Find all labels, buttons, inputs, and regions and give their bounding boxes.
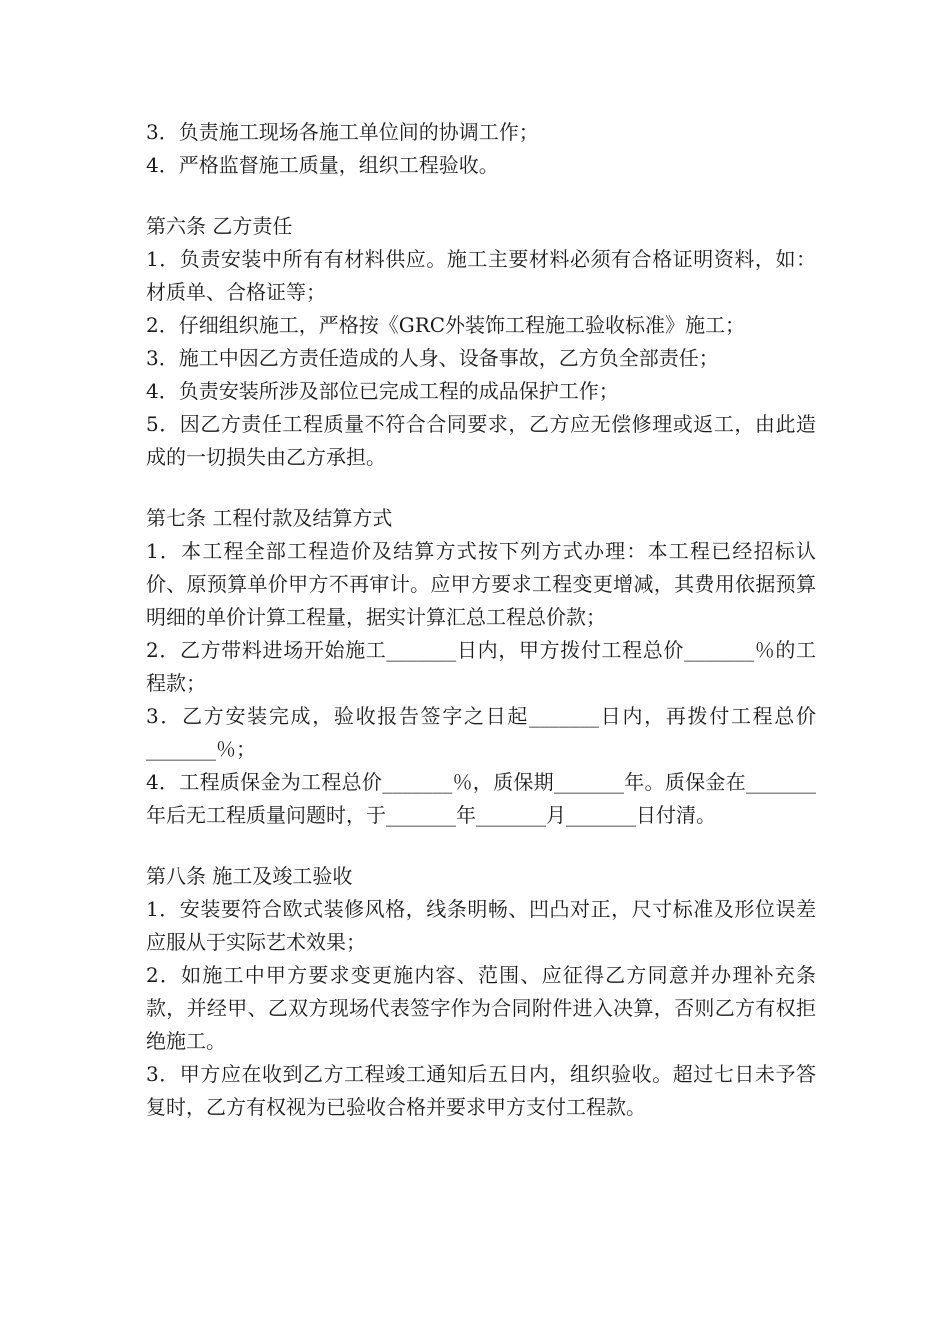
section-heading: 第七条 工程付款及结算方式 bbox=[146, 506, 393, 530]
section-continued bbox=[146, 116, 816, 182]
list-item: 3．甲方应在收到乙方工程竣工通知后五日内，组织验收。超过七日未予答复时，乙方有权视为已验收合格并要求甲方支付工程款。 bbox=[146, 1062, 816, 1119]
list-item: 3．乙方安装完成，验收报告签字之日起_______日内，再拨付工程总价_______％； bbox=[146, 704, 816, 761]
list-item: 1．本工程全部工程造价及结算方式按下列方式办理：本工程已经招标认价、原预算单价甲方不再审计。应甲方要求工程变更增减，其费用依据预算明细的单价计算工程量，据实计算汇总工程总价款； bbox=[146, 539, 816, 629]
list-item: 4．严格监督施工质量，组织工程验收。 bbox=[146, 153, 499, 177]
list-item: 5．因乙方责任工程质量不符合合同要求，乙方应无偿修理或返工，由此造成的一切损失由乙方承担。 bbox=[146, 412, 816, 469]
list-item: 1．负责安装中所有有材料供应。施工主要材料必须有合格证明资料，如：材质单、合格证等； bbox=[146, 247, 816, 304]
document-body bbox=[146, 116, 816, 1124]
section-heading: 第六条 乙方责任 bbox=[146, 214, 293, 238]
section-heading: 第八条 施工及竣工验收 bbox=[146, 864, 353, 888]
list-item: 1．安装要符合欧式装修风格，线条明畅、凹凸对正，尺寸标准及形位误差应服从于实际艺术效果； bbox=[146, 897, 816, 954]
list-item: 3．施工中因乙方责任造成的人身、设备事故，乙方负全部责任； bbox=[146, 346, 719, 370]
section-article-8 bbox=[146, 860, 816, 1124]
list-item: 2．乙方带料进场开始施工_______日内，甲方拨付工程总价_______％的工程款； bbox=[146, 638, 816, 695]
list-item: 2．仔细组织施工，严格按《GRC外装饰工程施工验收标准》施工； bbox=[146, 313, 746, 337]
list-item: 4．工程质保金为工程总价_______％，质保期_______年。质保金在_______年后无工程质量问题时，于_______年_______月_______日付清。 bbox=[146, 770, 816, 827]
list-item: 3．负责施工现场各施工单位间的协调工作； bbox=[146, 120, 539, 144]
section-article-7 bbox=[146, 502, 816, 832]
section-article-6 bbox=[146, 210, 816, 474]
list-item: 4．负责安装所涉及部位已完成工程的成品保护工作； bbox=[146, 379, 619, 403]
list-item: 2．如施工中甲方要求变更施内容、范围、应征得乙方同意并办理补充条款，并经甲、乙双方现场代表签字作为合同附件进入决算，否则乙方有权拒绝施工。 bbox=[146, 963, 816, 1053]
